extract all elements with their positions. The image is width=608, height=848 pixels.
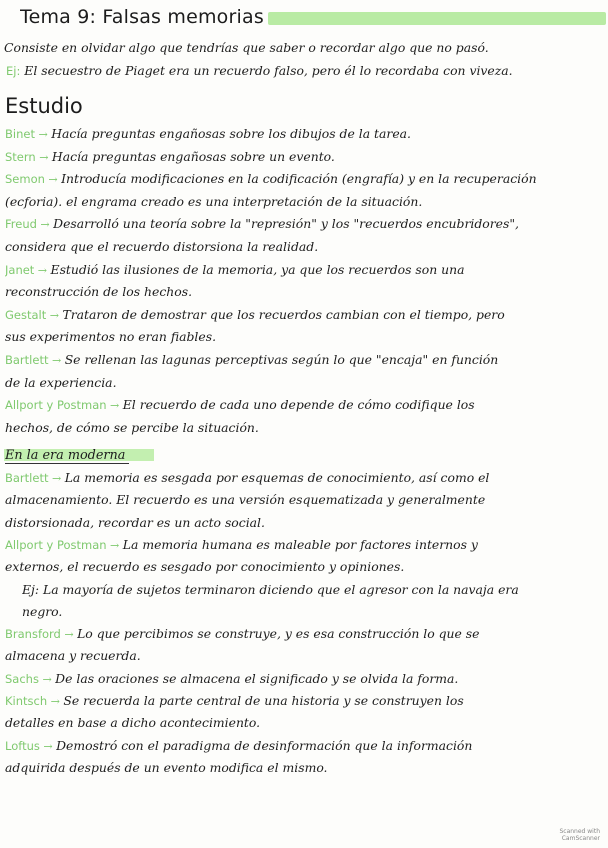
entry-text: almacena y recuerda. [5,648,141,664]
arrow-icon: → [38,672,56,686]
entry-text: Trataron de demostrar que los recuerdos cambian con el tiempo, pero [62,306,505,322]
arrow-icon: → [48,472,65,485]
author-name: Freud [5,217,37,232]
entry-text: hechos, de cómo se percibe la situación. [5,419,259,435]
studies-entry-line [5,352,602,367]
studies-entry-line [5,194,602,209]
author-name: Janet [5,262,35,277]
studies-entry-line [5,307,602,322]
author-name: Bransford [5,627,61,642]
entry-text: adquirida después de un evento modifica el mismo. [5,759,328,775]
entry-text: detalles en base a dicho acontecimiento. [5,715,261,731]
modern-entry-line [5,537,602,552]
author-name: Gestalt [5,307,47,322]
entry-text: Se rellenan las lagunas perceptivas según lo que "encaja" en función [64,352,499,367]
modern-entry-line [5,626,602,641]
author-name: Kintsch [5,694,48,708]
arrow-icon: → [48,354,65,367]
author-name: Loftus [5,738,40,753]
modern-entry-line [5,693,602,708]
entry-text: reconstrucción de los hechos. [5,284,193,300]
arrow-icon: → [34,263,51,277]
arrow-icon: → [60,628,78,642]
entry-text: Ej: La mayoría de sujetos terminaron diciendo que el agresor con la navaja era [22,581,519,597]
author-name: Binet [5,127,35,141]
intro-example [6,63,602,78]
arrow-icon: → [36,218,54,232]
modern-entry-line [5,648,602,663]
stamp-line1: Scanned with [559,828,600,835]
page-title: Tema 9: Falsas memorias [20,6,264,28]
section-heading-estudio: Estudio [5,94,83,118]
modern-entry-line [5,559,602,574]
entry-text: Introducía modificaciones en la codificación (engrafía) y en la recuperación [61,171,537,187]
entry-text: De las oraciones se almacena el significado y se olvida la forma. [55,670,459,686]
author-name: Stern [5,149,36,164]
studies-entry-line [5,284,602,299]
modern-entry-line [5,760,602,775]
entry-text: externos, el recuerdo es sesgado por conocimiento y opiniones. [5,559,405,575]
scanner-stamp [559,828,600,842]
entry-text: Estudió las ilusiones de la memoria, ya que los recuerdos son una [50,261,465,277]
studies-entry-line [5,375,602,390]
entry-text: Hacía preguntas engañosas sobre un evento. [51,148,335,164]
entry-text: Lo que percibimos se construye, y es esa construcción lo que se [77,626,480,642]
arrow-icon: → [39,739,57,753]
modern-entry-line [5,671,602,686]
intro-definition: Consiste en olvidar algo que tendrías que saber o recordar algo que no pasó. [4,40,489,55]
author-name: Bartlett [5,353,49,367]
studies-entry-line [5,216,602,231]
arrow-icon: → [47,695,64,708]
example-text: El secuestro de Piaget era un recuerdo falso, pero él lo recordaba con viveza. [24,63,513,78]
modern-entry-line [22,582,602,597]
stamp-line2: CamScanner [561,835,600,842]
studies-entry-line [5,262,602,277]
entry-text: Desarrolló una teoría sobre la "represión" y los "recuerdos encubridores", [53,216,519,232]
author-name: Bartlett [5,471,49,485]
entry-text: almacenamiento. El recuerdo es una versión esquematizada y generalmente [5,492,486,508]
arrow-icon: → [46,308,63,322]
entry-text: sus experimentos no eran fiables. [5,329,217,345]
studies-entry-line [5,171,602,186]
entry-text: Demostró con el paradigma de desinformación que la información [56,737,473,753]
entry-text: distorsionada, recordar es un acto social. [5,514,265,530]
modern-entry-line [5,715,602,730]
studies-entry-line [5,329,602,344]
entry-text: negro. [22,603,63,619]
entry-text: (ecforia). el engrama creado es una interpretación de la situación. [5,193,423,209]
arrow-icon: → [44,173,62,187]
author-name: Semon [5,172,45,187]
studies-entry-line [5,420,602,435]
studies-entry-line [5,397,602,412]
modern-entry-line [5,515,602,530]
entry-text: considera que el recuerdo distorsiona la realidad. [5,239,319,254]
arrow-icon: → [106,399,123,413]
modern-entry-line [22,604,602,619]
entry-text: Hacía preguntas engañosas sobre los dibujos de la tarea. [51,126,411,141]
author-name: Allport y Postman [5,398,107,413]
example-label: Ej: [6,64,21,78]
studies-entry-line [5,149,602,164]
author-name: Sachs [5,671,39,686]
arrow-icon: → [106,538,123,552]
studies-entry-line [5,239,602,254]
author-name: Allport y Postman [5,537,107,552]
modern-entry-line [5,492,602,507]
modern-entry-line [5,470,602,485]
entry-text: de la experiencia. [5,374,117,390]
arrow-icon: → [35,150,52,164]
entry-text: La memoria es sesgada por esquemas de conocimiento, así como el [64,470,490,485]
entry-text: El recuerdo de cada uno depende de cómo codifique los [122,397,475,413]
entry-text: La memoria humana es maleable por factores internos y [122,536,478,552]
modern-entry-line [5,738,602,753]
entry-text: Se recuerda la parte central de una historia y se construyen los [63,693,464,708]
arrow-icon: → [34,128,52,141]
section-subheading-moderna: En la era moderna [5,448,129,464]
studies-entry-line [5,126,602,141]
